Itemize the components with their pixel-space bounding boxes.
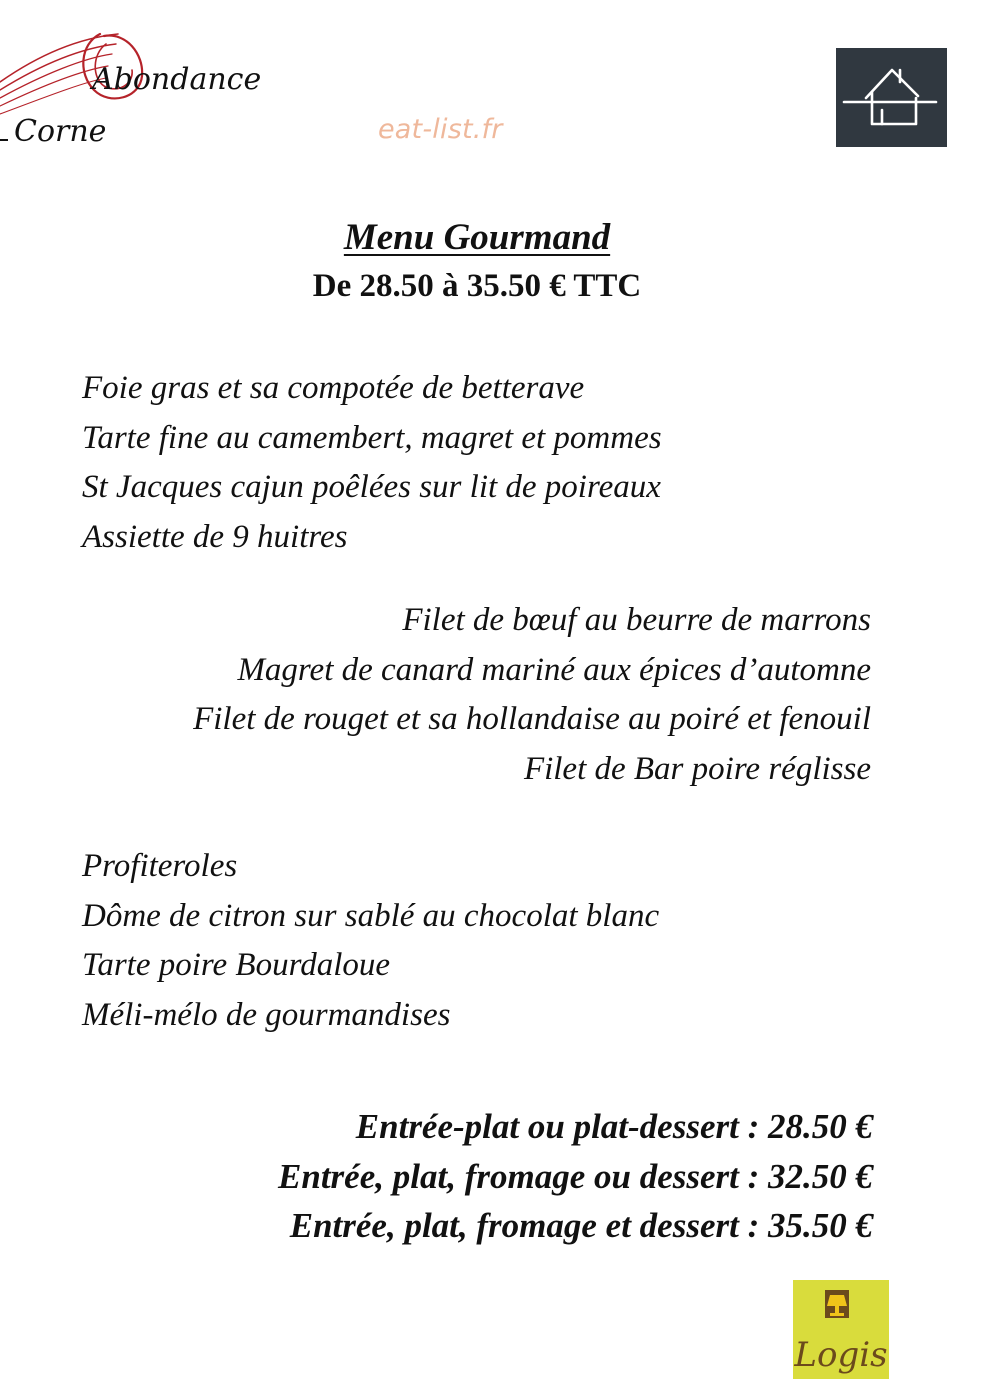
lamp-icon: [825, 1290, 849, 1318]
starters-list: [82, 364, 662, 562]
list-item: Magret de canard mariné aux épices d’automne: [237, 651, 871, 688]
list-item: St Jacques cajun poêlées sur lit de poireaux: [82, 469, 661, 505]
price-item: Entrée, plat, fromage et dessert : 35.50 €: [289, 1206, 873, 1245]
logo-text-abondance: Abondance: [92, 62, 262, 97]
list-item: Tarte poire Bourdaloue: [82, 947, 391, 983]
list-item: Assiette de 9 huitres: [82, 518, 348, 555]
list-item: Foie gras et sa compotée de betterave: [82, 370, 585, 406]
list-item: Profiteroles: [82, 848, 238, 884]
list-item: Dôme de citron sur sablé au chocolat blanc: [82, 897, 660, 934]
list-item: Filet de Bar poire réglisse: [523, 750, 871, 787]
list-item: Filet de rouget et sa hollandaise au poiré et fenouil: [193, 701, 871, 737]
logis-label: Logis: [794, 1335, 888, 1375]
price-item: Entrée, plat, fromage ou dessert : 32.50 €: [278, 1156, 873, 1196]
mains-list: [193, 596, 871, 794]
list-item: Tarte fine au camembert, magret et pommes: [82, 419, 662, 456]
logis-logo: [793, 1280, 889, 1379]
desserts-list: [82, 842, 659, 1040]
price-list: [278, 1102, 873, 1251]
menu-title: Menu Gourmand: [343, 217, 611, 258]
watermark-text: eat-list.fr: [378, 114, 503, 145]
list-item: Méli-mélo de gourmandises: [82, 996, 451, 1033]
list-item: Filet de bœuf au beurre de marrons: [402, 602, 871, 638]
logo-text-corne: Corne: [14, 114, 107, 149]
house-icon: [836, 48, 947, 147]
menu-price-range: De 28.50 à 35.50 € TTC: [312, 268, 642, 304]
price-item: Entrée-plat ou plat-dessert : 28.50 €: [355, 1107, 873, 1146]
restaurant-logo: [0, 14, 280, 149]
